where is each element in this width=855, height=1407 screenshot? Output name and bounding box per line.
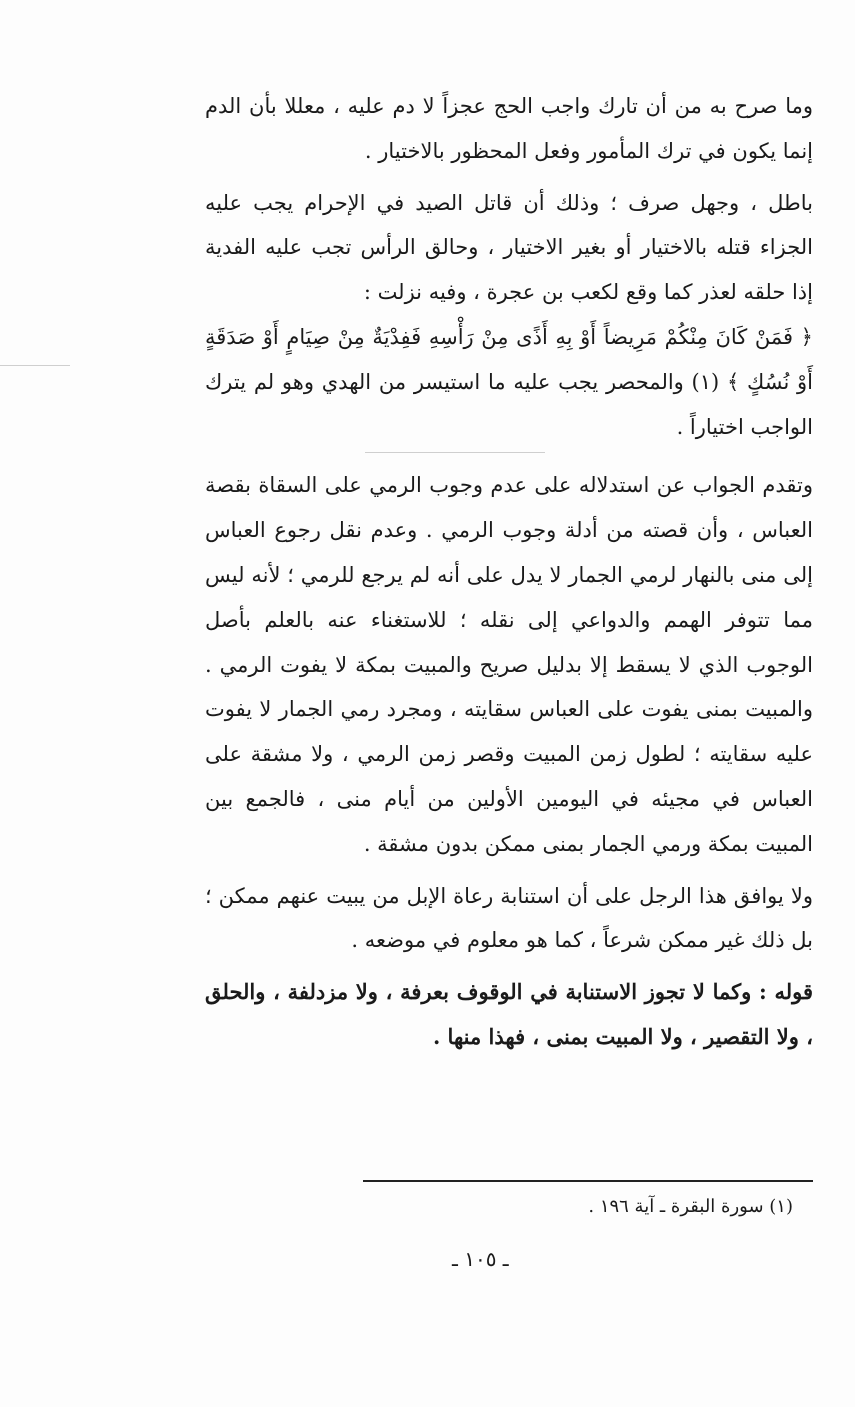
page-number: ـ ١٠٥ ـ — [452, 1247, 509, 1271]
scan-mark-left — [0, 365, 70, 366]
paragraph-3-quran-verse: ﴿ فَمَنْ كَانَ مِنْكُمْ مَرِيضاً أَوْ بِهِ أَذًى مِنْ رَأْسِهِ فَفِدْيَةٌ مِنْ صِيَامٍ أَوْ صَدَقَةٍ أَوْ نُسُكٍ ﴾ (١) والمحصر يجب عليه ما استيسر من الهدي وهو لم يترك الواجب اختياراً . — [205, 324, 813, 439]
paragraph-5: ولا يوافق هذا الرجل على أن استنابة رعاة الإبل من يبيت عنهم ممكن ؛ بل ذلك غير ممكن شرعاً ، كما هو معلوم في موضعه . — [205, 883, 813, 953]
paragraph-1: وما صرح به من أن تارك واجب الحج عجزاً لا دم عليه ، معللا بأن الدم إنما يكون في ترك المأمور وفعل المحظور بالاختيار . — [205, 94, 813, 163]
paragraph-2: باطل ، وجهل صرف ؛ وذلك أن قاتل الصيد في الإحرام يجب عليه الجزاء قتله بالاختيار أو بغير الاختيار ، وحالق الرأس تجب عليه الفدية إذا حلقه لعذر كما وقع لكعب بن عجرة ، وفيه نزلت : — [205, 190, 813, 305]
paragraph-4: وتقدم الجواب عن استدلاله على عدم وجوب الرمي على السقاة بقصة العباس ، وأن قصته من أدلة وجوب الرمي . وعدم نقل رجوع العباس إلى منى بالنهار لرمي الجمار لا يدل على أنه لم يرجع للرمي ؛ لأنه ليس مما تتوفر الهمم والدواعي إلى نقله ؛ للاستغناء عنه بالعلم بأصل الوجوب الذي لا يسقط إلا بدليل صريح والمبيت بمكة لا يفوت الرمي . والمبيت بمنى يفوت على العباس سقايته ، ومجرد رمي الجمار لا يفوت عليه سقايته ؛ لطول زمن المبيت وقصر زمن الرمي ، ولا مشقة على العباس في مجيئه في اليومين الأولين من أيام منى ، فالجمع بين المبيت بمكة ورمي الجمار بمنى ممكن بدون مشقة . — [205, 473, 813, 856]
paragraph-6-quote: قوله : وكما لا تجوز الاستنابة في الوقوف بعرفة ، ولا مزدلفة ، والحلق ، ولا التقصير ، ولا المبيت بمنى ، فهذا منها . — [205, 979, 813, 1049]
footnote-divider — [363, 1180, 813, 1182]
footnote: (١) سورة البقرة ـ آية ١٩٦ . — [588, 1196, 793, 1217]
body-text — [205, 84, 813, 1060]
